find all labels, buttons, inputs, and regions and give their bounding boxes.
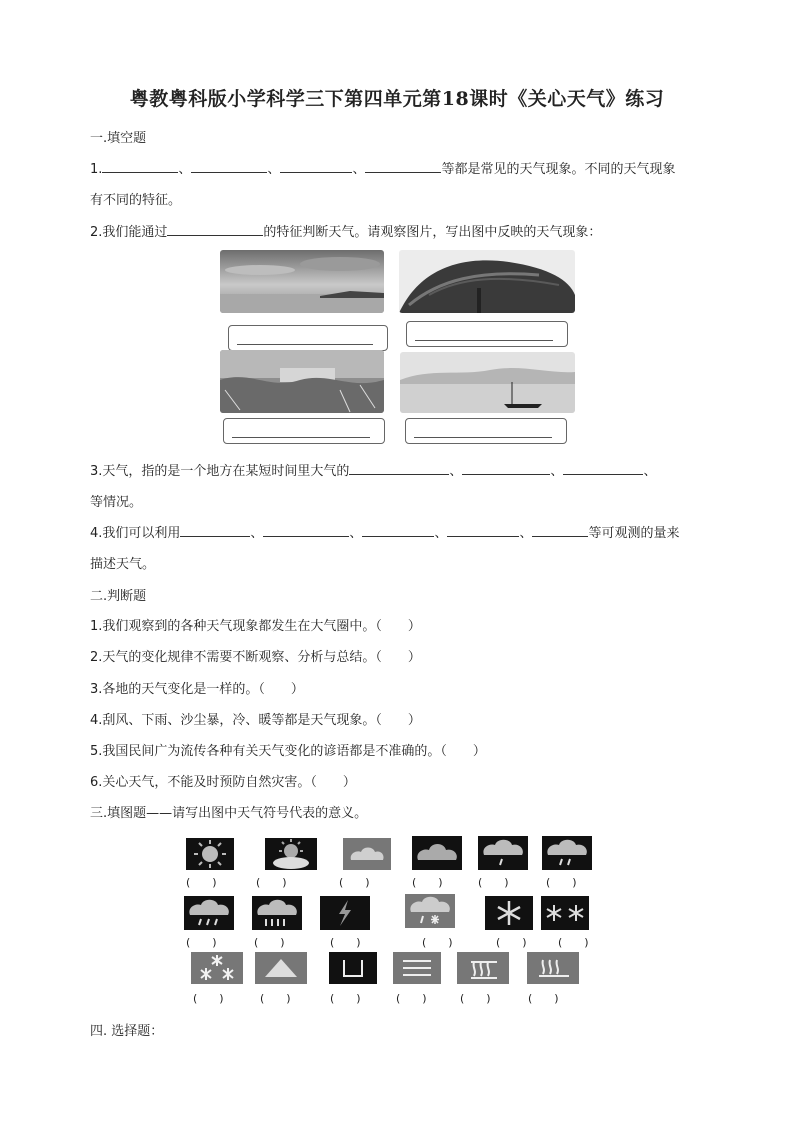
judge-question-6: 6.关心天气，不能及时预防自然灾害。（ ） bbox=[90, 775, 356, 790]
cloudy-icon bbox=[343, 838, 391, 874]
blank-input[interactable] bbox=[191, 160, 267, 173]
answer-box-photo-2[interactable] bbox=[406, 321, 568, 347]
haze-icon bbox=[457, 952, 509, 988]
blizzard-icon bbox=[191, 952, 243, 988]
symbol-answer-paren[interactable]: ( ) bbox=[260, 992, 291, 1005]
heavy-snow-icon bbox=[541, 896, 589, 934]
fill-question-4 bbox=[90, 522, 679, 541]
q4-tail: 等可观测的量来 bbox=[588, 526, 680, 541]
q1-prefix: 1. bbox=[90, 162, 103, 177]
q4-prefix: 4.我们可以利用 bbox=[90, 526, 181, 541]
sep: 、 bbox=[449, 464, 463, 479]
symbol-answer-paren[interactable]: ( ) bbox=[528, 992, 559, 1005]
sep: 、 bbox=[178, 162, 192, 177]
symbol-answer-paren[interactable]: ( ) bbox=[460, 992, 491, 1005]
symbol-answer-paren[interactable]: ( ) bbox=[422, 936, 453, 949]
section-choice-heading: 四. 选择题： bbox=[90, 1024, 164, 1039]
symbol-answer-paren[interactable]: ( ) bbox=[186, 876, 217, 889]
symbol-answer-paren[interactable]: ( ) bbox=[546, 876, 577, 889]
symbol-answer-paren[interactable]: ( ) bbox=[496, 936, 527, 949]
section-fill-heading: 一.填空题 bbox=[90, 131, 147, 146]
blank-input[interactable] bbox=[365, 160, 441, 173]
sep: 、 bbox=[267, 162, 281, 177]
sep: 、 bbox=[519, 526, 533, 541]
q2-prefix: 2.我们能通过 bbox=[90, 225, 168, 240]
floating-dust-icon bbox=[527, 952, 579, 988]
sep: 、 bbox=[250, 526, 264, 541]
q2-tail: 的特征判断天气。请观察图片，写出图中反映的天气现象： bbox=[263, 225, 602, 240]
fill-question-3 bbox=[90, 460, 656, 479]
blank-input[interactable] bbox=[280, 160, 352, 173]
symbol-answer-paren[interactable]: ( ) bbox=[330, 992, 361, 1005]
sep: 、 bbox=[550, 464, 564, 479]
symbol-answer-paren[interactable]: ( ) bbox=[412, 876, 443, 889]
blank-input[interactable] bbox=[362, 524, 434, 537]
blank-input[interactable] bbox=[180, 524, 250, 537]
hail-icon bbox=[255, 952, 307, 988]
q3-prefix: 3.天气，指的是一个地方在某短时间里大气的 bbox=[90, 464, 350, 479]
blank-input[interactable] bbox=[263, 524, 349, 537]
symbol-answer-paren[interactable]: ( ) bbox=[396, 992, 427, 1005]
symbol-answer-paren[interactable]: ( ) bbox=[254, 936, 285, 949]
symbol-answer-paren[interactable]: ( ) bbox=[478, 876, 509, 889]
blank-input[interactable] bbox=[349, 462, 449, 475]
blank-input[interactable] bbox=[102, 160, 178, 173]
clear-sky-lake-photo bbox=[220, 250, 384, 313]
page-title: 粤教粤科版小学科学三下第四单元第18课时《关心天气》练习 bbox=[129, 88, 665, 110]
rainstorm-icon bbox=[252, 896, 302, 934]
sep: 、 bbox=[434, 526, 448, 541]
wind-scene-icon bbox=[399, 250, 575, 313]
sep: 、 bbox=[349, 526, 363, 541]
overcast-icon bbox=[412, 836, 462, 874]
symbol-answer-paren[interactable]: ( ) bbox=[339, 876, 370, 889]
fill-question-2 bbox=[90, 221, 601, 240]
judge-question-5: 5.我国民间广为流传各种有关天气变化的谚语都是不准确的。（ ） bbox=[90, 744, 486, 759]
q1-tail: 等都是常见的天气现象。不同的天气现象 bbox=[441, 162, 676, 177]
fill-question-1-cont: 有不同的特征。 bbox=[90, 193, 182, 208]
moderate-rain-icon bbox=[542, 836, 592, 874]
snow-scene-icon bbox=[220, 350, 384, 413]
judge-question-4: 4.刮风、下雨、沙尘暴，冷、暖等都是天气现象。（ ） bbox=[90, 713, 421, 728]
section-symbol-heading: 三.填图题——请写出图中天气符号代表的意义。 bbox=[90, 806, 368, 821]
answer-box-photo-4[interactable] bbox=[405, 418, 567, 444]
snowflake-icon bbox=[485, 896, 533, 934]
sunny-sky-scene-icon bbox=[220, 250, 384, 313]
blank-input[interactable] bbox=[563, 462, 643, 475]
partly-cloudy-icon bbox=[265, 838, 317, 874]
judge-question-3: 3.各地的天气变化是一样的。（ ） bbox=[90, 682, 304, 697]
heavy-rain-icon bbox=[184, 896, 234, 934]
foggy-lake-boat-photo bbox=[400, 352, 575, 413]
sandstorm-icon bbox=[329, 952, 377, 988]
answer-box-photo-1[interactable] bbox=[228, 325, 388, 351]
symbol-answer-paren[interactable]: ( ) bbox=[330, 936, 361, 949]
light-rain-icon bbox=[478, 836, 528, 874]
fill-question-3-cont: 等情况。 bbox=[90, 495, 143, 510]
fog-scene-icon bbox=[400, 352, 575, 413]
judge-question-1: 1.我们观察到的各种天气现象都发生在大气圈中。（ ） bbox=[90, 619, 421, 634]
sep: 、 bbox=[643, 464, 657, 479]
blank-input[interactable] bbox=[532, 524, 588, 537]
sep: 、 bbox=[352, 162, 366, 177]
windy-tree-photo bbox=[399, 250, 575, 313]
answer-box-photo-3[interactable] bbox=[223, 418, 385, 444]
snowy-field-photo bbox=[220, 350, 384, 413]
symbol-answer-paren[interactable]: ( ) bbox=[186, 936, 217, 949]
section-judge-heading: 二.判断题 bbox=[90, 589, 147, 604]
sunny-icon bbox=[186, 838, 234, 874]
symbol-answer-paren[interactable]: ( ) bbox=[558, 936, 589, 949]
symbol-answer-paren[interactable]: ( ) bbox=[193, 992, 224, 1005]
sleet-icon bbox=[405, 894, 455, 932]
blank-input[interactable] bbox=[167, 223, 263, 236]
symbol-answer-paren[interactable]: ( ) bbox=[256, 876, 287, 889]
blank-input[interactable] bbox=[462, 462, 550, 475]
thunder-icon bbox=[320, 896, 370, 934]
fill-question-1 bbox=[90, 158, 675, 177]
fog-icon bbox=[393, 952, 441, 988]
judge-question-2: 2.天气的变化规律不需要不断观察、分析与总结。（ ） bbox=[90, 650, 421, 665]
blank-input[interactable] bbox=[447, 524, 519, 537]
fill-question-4-cont: 描述天气。 bbox=[90, 557, 156, 572]
